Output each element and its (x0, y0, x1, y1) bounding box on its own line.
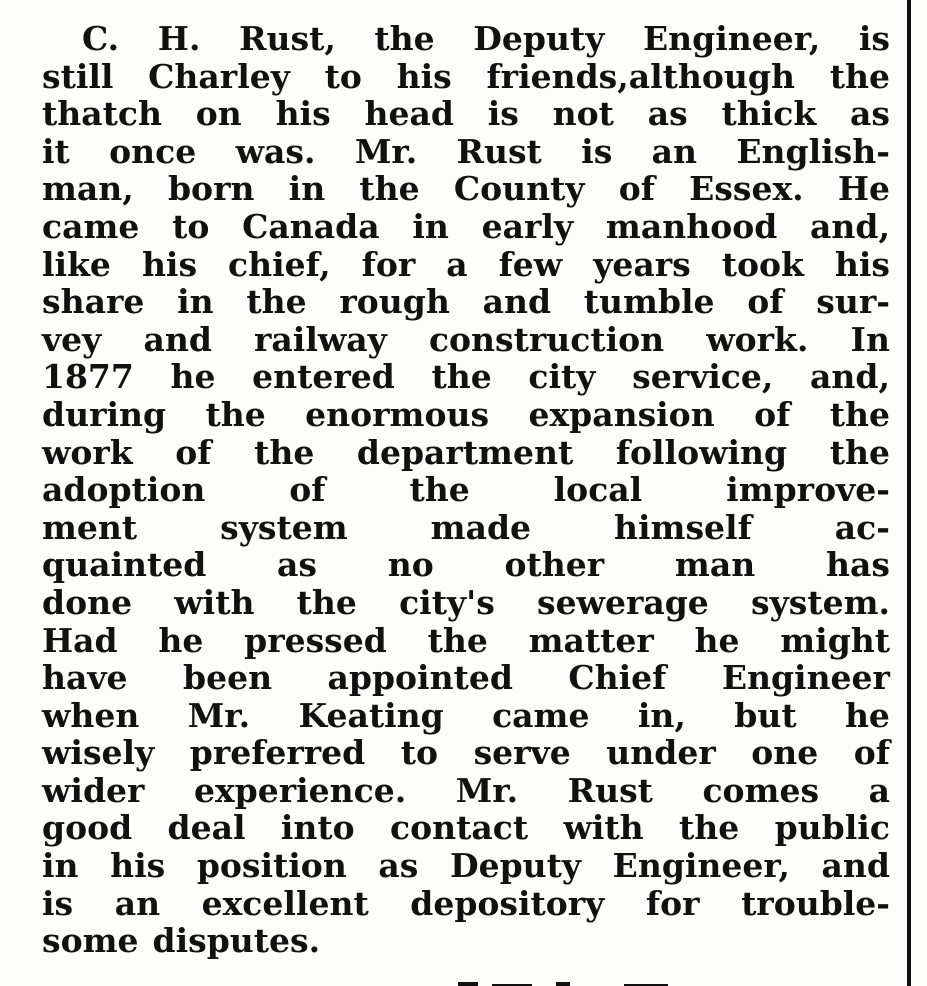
text-line: when Mr. Keating came in, but he (42, 695, 890, 735)
text-line: during the enormous expansion of the (42, 394, 890, 434)
text-line: some disputes. (42, 921, 321, 961)
text-line: vey and railway construction work. In (42, 319, 890, 359)
text-line: like his chief, for a few years took his (42, 244, 890, 284)
text-line: share in the rough and tumble of sur- (42, 282, 890, 322)
text-line: man, born in the County of Essex. He (42, 169, 890, 209)
text-line: good deal into contact with the public (42, 808, 890, 848)
text-line: done with the city's sewerage system. (42, 582, 890, 622)
text-line: is an excellent depository for trouble- (42, 883, 890, 923)
text-line: work of the department following the (42, 432, 890, 472)
text-line: 1877 he entered the city service, and, (42, 357, 890, 397)
next-paragraph-fragment (40, 968, 900, 986)
text-line: it once was. Mr. Rust is an English- (42, 131, 890, 171)
text-line: still Charley to his friends,although the (42, 56, 890, 96)
text-line: thatch on his head is not as thick as (42, 94, 890, 134)
text-line: wisely preferred to serve under one of (42, 733, 890, 773)
column-divider-rule (907, 0, 911, 986)
article-paragraph (42, 20, 890, 960)
text-line: in his position as Deputy Engineer, and (42, 846, 890, 886)
text-line: wider experience. Mr. Rust comes a (42, 770, 890, 810)
text-line: have been appointed Chief Engineer (42, 658, 890, 698)
text-line: Had he pressed the matter he might (42, 620, 890, 660)
text-line: C. H. Rust, the Deputy Engineer, is (82, 19, 890, 58)
text-line: adoption of the local improve- (42, 470, 890, 510)
text-line: came to Canada in early manhood and, (42, 206, 890, 246)
text-line: ment system made himself ac- (42, 507, 890, 547)
text-line: quainted as no other man has (42, 545, 890, 585)
